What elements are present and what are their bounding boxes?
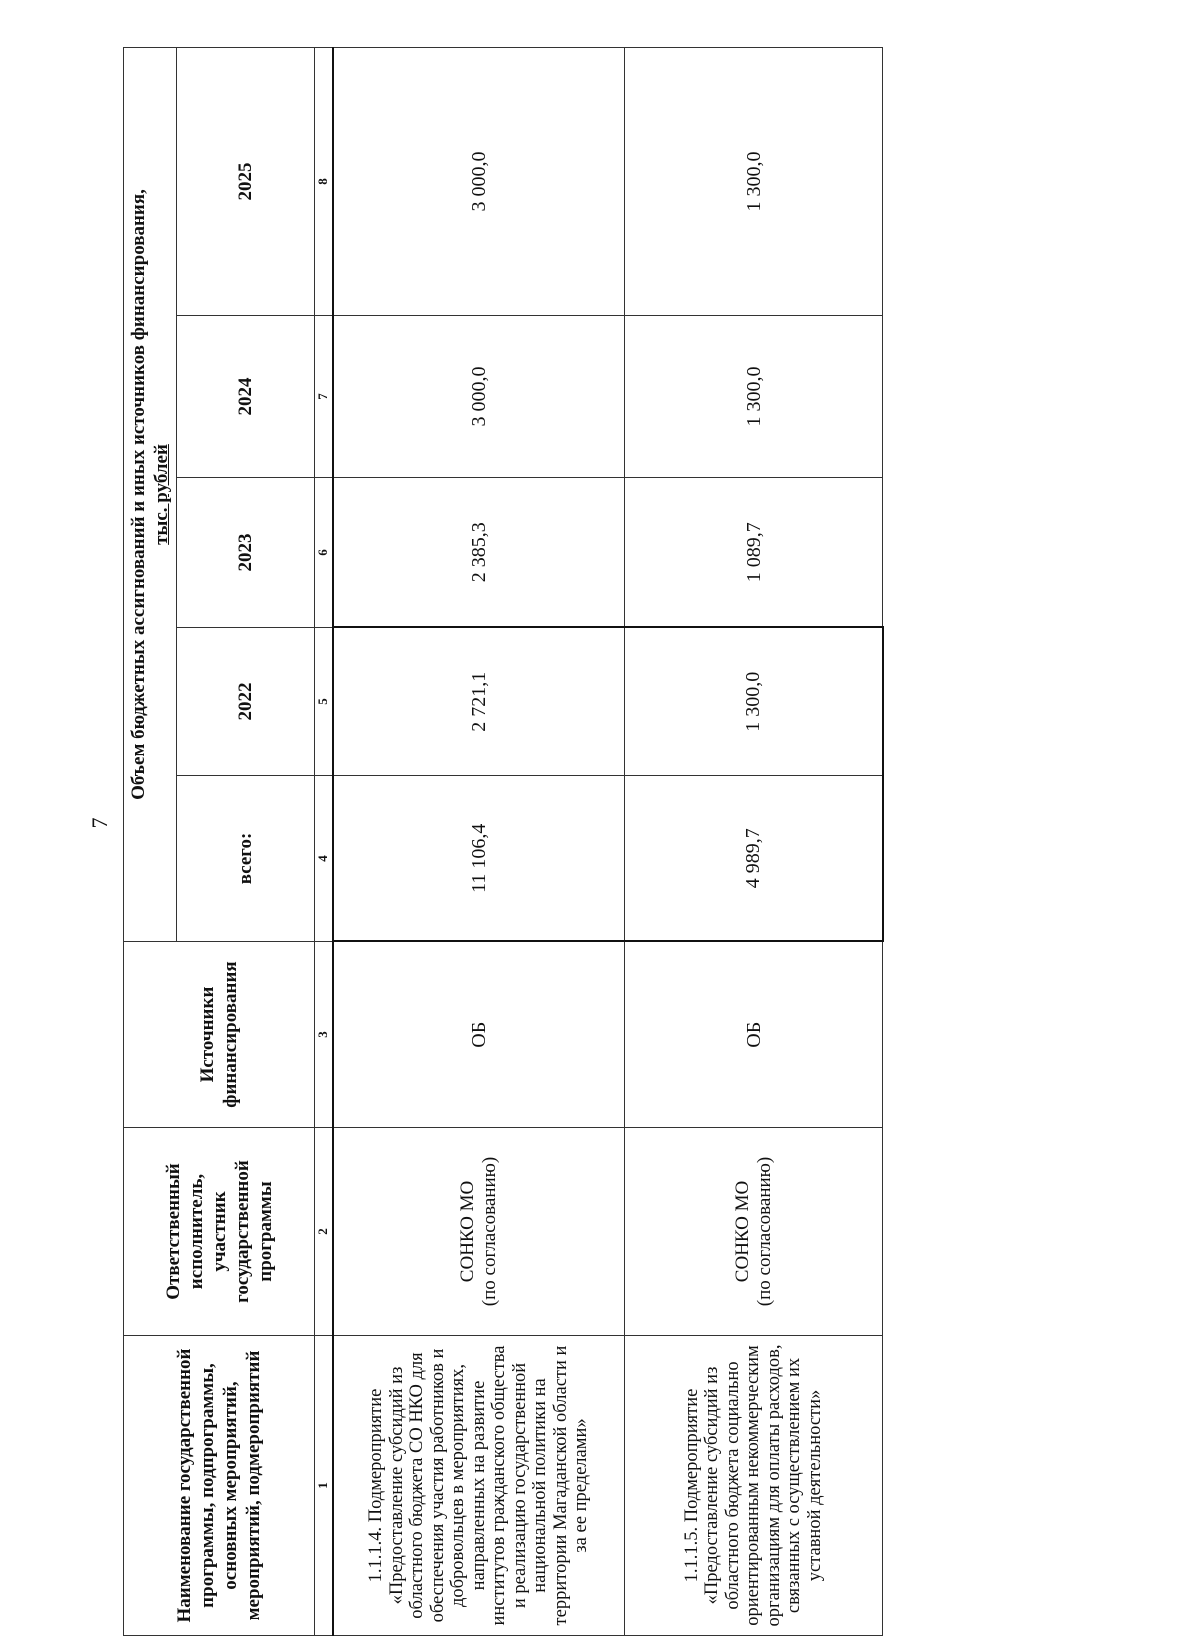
header-volume-main: Объем бюджетных ассигнований и иных источников финансирования,	[128, 189, 149, 800]
column-number: 8	[315, 47, 333, 315]
column-number: 2	[315, 1128, 333, 1336]
header-year-2024: 2024	[177, 316, 315, 478]
row-2025: 3 000,0	[333, 47, 625, 315]
header-volume	[124, 47, 177, 941]
row-2023: 2 385,3	[333, 478, 625, 628]
row-name: 1.1.1.5. Подмероприятие «Предоставление субсидий из областного бюджета социально ориентированным некоммерческим организациям для оплаты расходов, связанных с осуществлением их уставной деятельности»	[625, 1336, 883, 1636]
row-executor-note: (по согласованию)	[478, 1156, 500, 1307]
header-year-2025: 2025	[177, 47, 315, 315]
header-volume-unit: тыс. рублей	[151, 444, 172, 545]
column-number: 4	[315, 776, 333, 942]
row-executor-name: СОНКО МО	[731, 1180, 753, 1283]
column-number: 7	[315, 316, 333, 478]
row-executor	[333, 1128, 625, 1336]
row-executor	[625, 1128, 883, 1336]
row-source: ОБ	[625, 942, 883, 1128]
rotated-table-container	[123, 48, 875, 1636]
row-2023: 1 089,7	[625, 478, 883, 628]
column-number: 1	[315, 1336, 333, 1636]
row-name: 1.1.1.4. Подмероприятие «Предоставление субсидий из областного бюджета СО НКО для обеспечения участия работников и добровольцев в мероприятиях, направленных на развитие институтов гражданского общества и реализацию государственной национальной политики на территории Магаданской области и за ее пределами»	[333, 1336, 625, 1636]
row-executor-note: (по согласованию)	[753, 1156, 775, 1307]
page-number: 7	[87, 817, 112, 829]
header-year-2022: 2022	[177, 628, 315, 776]
table-row	[625, 47, 883, 1635]
column-number: 3	[315, 942, 333, 1128]
header-sources: Источники финансирования	[124, 942, 315, 1128]
row-2024: 3 000,0	[333, 316, 625, 478]
budget-table	[123, 47, 884, 1636]
header-year-2023: 2023	[177, 478, 315, 628]
row-2024: 1 300,0	[625, 316, 883, 478]
column-number: 5	[315, 628, 333, 776]
row-source: ОБ	[333, 942, 625, 1128]
header-total: всего:	[177, 776, 315, 942]
column-number: 6	[315, 478, 333, 628]
header-name: Наименование государственной программы, подпрограммы, основных мероприятий, мероприятий, подмероприятий	[124, 1336, 315, 1636]
header-executor: Ответственный исполнитель, участник государственной программы	[124, 1128, 315, 1336]
table-row	[333, 47, 625, 1635]
row-2022: 2 721,1	[333, 628, 625, 776]
row-2022: 1 300,0	[625, 628, 883, 776]
row-2025: 1 300,0	[625, 47, 883, 315]
row-total: 11 106,4	[333, 776, 625, 942]
row-executor-name: СОНКО МО	[456, 1180, 478, 1283]
row-total: 4 989,7	[625, 776, 883, 942]
